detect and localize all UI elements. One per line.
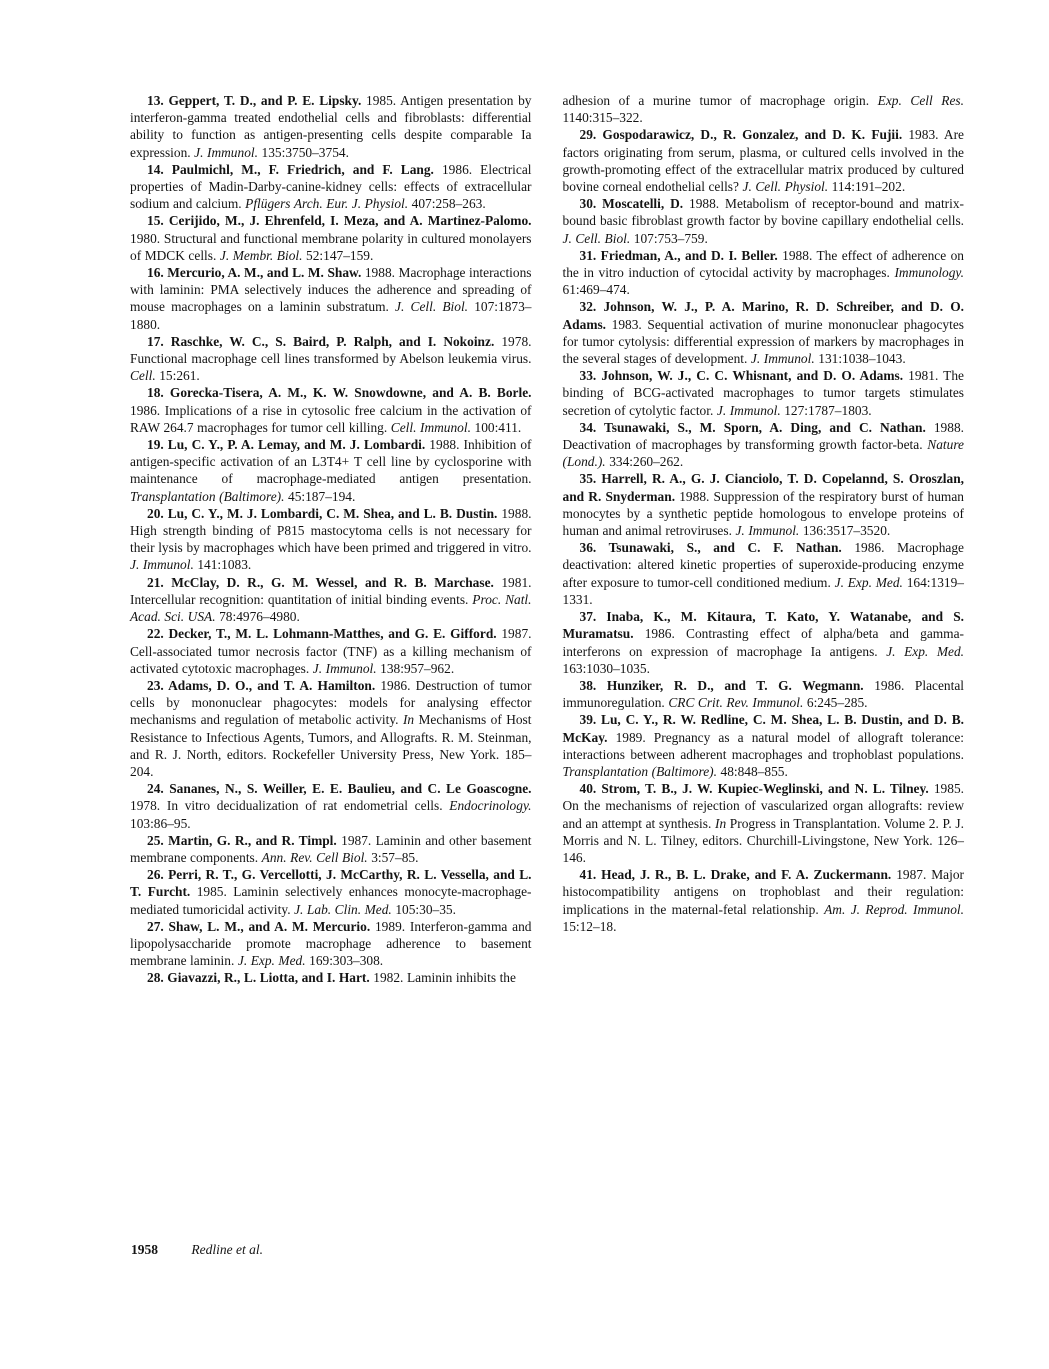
reference-text: 15:261. <box>155 368 200 384</box>
reference-journal: J. Immunol. <box>716 402 781 418</box>
reference-journal: Transplantation (Baltimore). <box>130 488 285 504</box>
reference-item <box>130 384 532 436</box>
reference-journal: J. Lab. Clin. Med. <box>294 901 392 917</box>
reference-authors: 38. Hunziker, R. D., and T. G. Wegmann. <box>579 677 864 693</box>
reference-authors: 15. Cerijido, M., J. Ehrenfeld, I. Meza, and A. Martinez-Palomo. <box>147 213 532 229</box>
reference-item <box>130 505 532 574</box>
reference-authors: 33. Johnson, W. J., C. C. Whisnant, and D. O. Adams. <box>579 368 904 384</box>
reference-journal: J. Exp. Med. <box>237 953 306 969</box>
reference-journal: Cell. Immunol. <box>390 419 471 435</box>
reference-journal: J. Cell. Biol. <box>562 230 631 246</box>
reference-text: 169:303–308. <box>305 953 384 969</box>
reference-item <box>563 866 965 935</box>
reference-item <box>563 126 965 195</box>
reference-text: 1987. Cell-associated tumor necrosis factor (TNF) as a killing mechanism of activated cytotoxic macrophages. <box>130 626 532 676</box>
reference-journal: Am. J. Reprod. Immunol. <box>824 901 965 917</box>
reference-item <box>130 832 532 866</box>
reference-journal: Nature (Lond.). <box>562 437 964 470</box>
reference-text: 6:245–285. <box>803 695 868 711</box>
reference-authors: 29. Gospodarawicz, D., R. Gonzalez, and D. K. Fujii. <box>579 127 903 143</box>
reference-authors: 22. Decker, T., M. L. Lohmann-Matthes, and G. E. Gifford. <box>147 626 497 642</box>
reference-text: 1983. Sequential activation of murine mononuclear phagocytes for tumor cytolysis: differential expression of markers by macrophages in the several stages of development. <box>562 316 964 367</box>
reference-journal: Endocrinology. <box>449 798 532 814</box>
reference-text: 78:4976–4980. <box>215 609 300 625</box>
reference-text: 1987. Laminin and other basement membrane components. <box>130 832 532 865</box>
reference-text: 1985. Antigen presentation by interferon-gamma treated endothelial cells and fibroblasts: differential ability to function as antigen-presenting cells despite comparable Ia expression. <box>130 93 532 160</box>
reference-authors: 32. Johnson, W. J., P. A. Marino, R. D. Schreiber, and D. O. Adams. <box>562 299 964 332</box>
reference-text: 1983. Are factors originating from serum, plasma, or cultured cells involved in the growth-promoting effect of the extracellular matrix produced by cultured bovine corneal endothelial cells? <box>562 127 964 195</box>
reference-journal: J. Immunol. <box>750 351 815 367</box>
reference-authors: 25. Martin, G. R., and R. Timpl. <box>147 832 337 848</box>
reference-text: 1988. Macrophage interactions with laminin: PMA selectively induces the adherence and spreading of mouse macrophages on a laminin substratum. <box>130 265 532 315</box>
reference-item <box>563 195 965 247</box>
reference-item <box>130 780 532 832</box>
reference-text: 141:1083. <box>193 557 252 573</box>
reference-authors: 41. Head, J. R., B. L. Drake, and F. A. Zuckermann. <box>579 867 892 883</box>
reference-text: 114:191–202. <box>828 179 906 195</box>
reference-item <box>130 866 532 918</box>
references-columns <box>130 92 964 987</box>
reference-text: 1985. Laminin selectively enhances monocyte-macrophage-mediated tumoricidal activity. <box>130 884 532 917</box>
reference-item <box>563 711 965 780</box>
reference-text: 1981. The binding of BCG-activated macrophages to tumor targets stimulates secretion of cytolytic factor. <box>562 368 964 418</box>
reference-authors: 37. Inaba, K., M. Kitaura, T. Kato, Y. Watanabe, and S. Muramatsu. <box>562 609 964 642</box>
reference-journal: J. Immunol. <box>130 557 194 573</box>
reference-item <box>130 264 532 333</box>
reference-journal: In <box>402 712 415 728</box>
reference-journal: Immunology. <box>894 265 964 281</box>
reference-text: 135:3750–3754. <box>257 144 349 160</box>
reference-text: 131:1038–1043. <box>814 351 906 367</box>
reference-item <box>563 780 965 866</box>
reference-authors: 14. Paulmichl, M., F. Friedrich, and F. Lang. <box>147 161 434 177</box>
reference-journal: Transplantation (Baltimore). <box>562 763 717 779</box>
reference-item <box>130 212 532 264</box>
reference-journal: Exp. Cell Res. <box>877 93 964 108</box>
reference-text: 1988. Metabolism of receptor-bound and matrix-bound basic fibroblast growth factor by bovine capillary endothelial cells. <box>562 196 964 229</box>
reference-item <box>130 436 532 505</box>
reference-item <box>130 574 532 626</box>
reference-text: 1985. On the mechanisms of rejection of vascularized organ allografts: review and an attempt at synthesis. <box>562 781 964 831</box>
reference-text: 1988. Deactivation of macrophages by transforming growth factor-beta. <box>562 419 964 453</box>
reference-item <box>130 969 532 986</box>
reference-text: 164:1319–1331. <box>562 574 964 607</box>
reference-item <box>563 247 965 299</box>
reference-authors: 18. Gorecka-Tisera, A. M., K. W. Snowdowne, and A. B. Borle. <box>147 385 532 401</box>
reference-authors: 34. Tsunawaki, S., M. Sporn, A. Ding, and C. Nathan. <box>579 419 926 435</box>
reference-text: 1978. In vitro decidualization of rat endometrial cells. <box>130 798 450 814</box>
reference-authors: 36. Tsunawaki, S., and C. F. Nathan. <box>579 540 842 556</box>
reference-authors: 19. Lu, C. Y., P. A. Lemay, and M. J. Lombardi. <box>147 437 426 453</box>
reference-authors: 40. Strom, T. B., J. W. Kupiec-Weglinski, and N. L. Tilney. <box>579 781 929 797</box>
reference-item <box>563 92 965 126</box>
reference-authors: 13. Geppert, T. D., and P. E. Lipsky. <box>147 93 362 108</box>
reference-text: 1988. Suppression of the respiratory burst of human monocytes by a synthetic peptide homologous to envelope proteins of human and animal retroviruses. <box>562 488 964 539</box>
reference-authors: 17. Raschke, W. C., S. Baird, P. Ralph, and I. Nokoinz. <box>147 333 495 349</box>
reference-text: 3:57–85. <box>367 849 419 865</box>
page-footer <box>131 1241 263 1258</box>
reference-text: 1988. Inhibition of antigen-specific activation of an L3T4+ T cell line by cyclosporine with maintenance of macrophage-mediated antigen presentation. <box>130 437 532 487</box>
reference-journal: J. Immunol. <box>735 523 800 539</box>
reference-text: 1980. Structural and functional membrane polarity in cultured monolayers of MDCK cells. <box>130 230 532 263</box>
reference-journal: J. Exp. Med. <box>834 574 903 590</box>
reference-item <box>563 367 965 419</box>
reference-authors: 31. Friedman, A., and D. I. Beller. <box>579 247 778 263</box>
reference-text: 1988. The effect of adherence on the in vitro induction of cytocidal activity by macrophages. <box>562 247 965 281</box>
reference-text: 107:753–759. <box>630 230 708 246</box>
reference-text: 61:469–474. <box>562 282 630 298</box>
reference-journal: CRC Crit. Rev. Immunol. <box>668 695 804 711</box>
reference-authors: 23. Adams, D. O., and T. A. Hamilton. <box>147 677 376 693</box>
reference-item <box>130 918 532 970</box>
reference-authors: 28. Giavazzi, R., L. Liotta, and I. Hart. <box>147 970 370 986</box>
running-title: Redline et al. <box>191 1242 263 1257</box>
reference-item <box>563 470 965 539</box>
reference-authors: 30. Moscatelli, D. <box>579 196 684 212</box>
reference-text: Progress in Transplantation. Volume 2. P. J. Morris and N. L. Tilney, editors. Churchill-Livingstone, New York. 126–146. <box>562 815 964 865</box>
reference-text: 107:1873–1880. <box>130 299 532 332</box>
reference-text: 1988. High strength binding of P815 mastocytoma cells is not necessary for their lysis by macrophages which have been primed and triggered in vitro. <box>130 505 532 556</box>
reference-journal: J. Immunol. <box>194 144 258 160</box>
reference-text: 1986. Contrasting effect of alpha/beta and gamma-interferons on expression of macrophage Ia antigens. <box>562 626 964 659</box>
reference-text: 45:187–194. <box>284 488 356 504</box>
reference-text: 1986. Destruction of tumor cells by mononuclear phagocytes: models for analysing effector mechanisms and regulation of metabolic activity. <box>130 677 532 728</box>
reference-text: 127:1787–1803. <box>780 402 872 418</box>
reference-item <box>563 419 965 471</box>
references-column-left <box>130 92 532 987</box>
reference-text: 105:30–35. <box>391 901 456 917</box>
reference-text: 407:258–263. <box>408 196 486 212</box>
reference-text: 1140:315–322. <box>562 110 643 126</box>
reference-item <box>130 677 532 780</box>
reference-journal: Cell. <box>130 368 156 384</box>
reference-journal: In <box>715 815 727 831</box>
reference-journal: J. Cell. Physiol. <box>742 179 829 195</box>
reference-authors: 20. Lu, C. Y., M. J. Lombardi, C. M. Shea, and L. B. Dustin. <box>147 505 498 521</box>
reference-authors: 39. Lu, C. Y., R. W. Redline, C. M. Shea, L. B. Dustin, and D. B. McKay. <box>562 712 964 745</box>
reference-text: Mechanisms of Host Resistance to Infectious Agents, Tumors, and Allografts. R. M. Steinman, and R. J. North, editors. Rockefeller University Press, New York. 185–204. <box>130 712 532 779</box>
reference-text: 1986. Implications of a rise in cytosolic free calcium in the activation of RAW 264.7 macrophages for tumor cell killing. <box>130 402 532 435</box>
reference-text: 48:848–855. <box>716 763 788 779</box>
reference-text: 103:86–95. <box>130 815 191 831</box>
reference-journal: Ann. Rev. Cell Biol. <box>261 849 368 865</box>
reference-item <box>563 298 965 367</box>
reference-text: 136:3517–3520. <box>799 523 891 539</box>
reference-journal: Proc. Natl. Acad. Sci. USA. <box>130 591 532 625</box>
reference-journal: J. Exp. Med. <box>886 643 964 659</box>
reference-authors: 27. Shaw, L. M., and A. M. Mercurio. <box>147 918 371 934</box>
reference-item <box>563 677 965 711</box>
reference-text: 1989. Interferon-gamma and lipopolysaccharide promote macrophage adherence to basement membrane laminin. <box>130 918 532 969</box>
reference-text: 1978. Functional macrophage cell lines transformed by Abelson leukemia virus. <box>130 333 532 367</box>
reference-authors: 24. Sananes, N., S. Weiller, E. E. Baulieu, and C. Le Goascogne. <box>147 781 532 797</box>
reference-text: 1986. Electrical properties of Madin-Darby-canine-kidney cells: effects of extracellular sodium and calcium. <box>130 161 532 212</box>
reference-journal: J. Cell. Biol. <box>395 299 469 315</box>
reference-text: 15:12–18. <box>562 918 617 934</box>
reference-text: 138:957–962. <box>376 660 455 676</box>
reference-item <box>130 161 532 213</box>
reference-authors: 26. Perri, R. T., G. Vercellotti, J. McCarthy, R. L. Vessella, and L. T. Furcht. <box>130 867 532 900</box>
reference-text: 1981. Intercellular recognition: quantitation of initial binding events. <box>130 574 532 607</box>
reference-journal: J. Immunol. <box>312 660 377 676</box>
reference-item <box>563 608 965 677</box>
reference-item <box>130 333 532 385</box>
reference-text: 52:147–159. <box>302 247 374 263</box>
reference-text: 163:1030–1035. <box>562 660 650 676</box>
reference-item <box>563 539 965 608</box>
reference-text: 1986. Placental immunoregulation. <box>562 677 964 711</box>
references-column-right <box>563 92 965 987</box>
reference-journal: J. Membr. Biol. <box>219 247 303 263</box>
reference-text: adhesion of a murine tumor of macrophage origin. <box>562 93 878 108</box>
reference-authors: 35. Harrell, R. A., G. J. Cianciolo, T. D. Copelannd, S. Oroszlan, and R. Snyderman. <box>562 471 964 504</box>
reference-text: 334:260–262. <box>605 454 684 470</box>
reference-text: 1986. Macrophage deactivation: altered kinetic properties of superoxide-producing enzyme after exposure to tumor-cell conditioned medium. <box>562 540 964 590</box>
reference-journal: Pflügers Arch. Eur. J. Physiol. <box>245 196 409 212</box>
reference-item <box>130 92 532 161</box>
reference-item <box>130 625 532 677</box>
reference-text: 1982. Laminin inhibits the <box>369 970 516 986</box>
reference-text: 1989. Pregnancy as a natural model of allograft tolerance: interactions between adherent macrophages and trophoblast populations. <box>562 729 964 762</box>
reference-authors: 16. Mercurio, A. M., and L. M. Shaw. <box>147 265 362 281</box>
reference-authors: 21. McClay, D. R., G. M. Wessel, and R. B. Marchase. <box>147 574 494 590</box>
reference-text: 100:411. <box>470 419 522 435</box>
reference-text: 1987. Major histocompatibility antigens on trophoblast and their regulation: implications in the maternal-fetal relationship. <box>562 867 964 917</box>
page-number: 1958 <box>131 1242 158 1257</box>
